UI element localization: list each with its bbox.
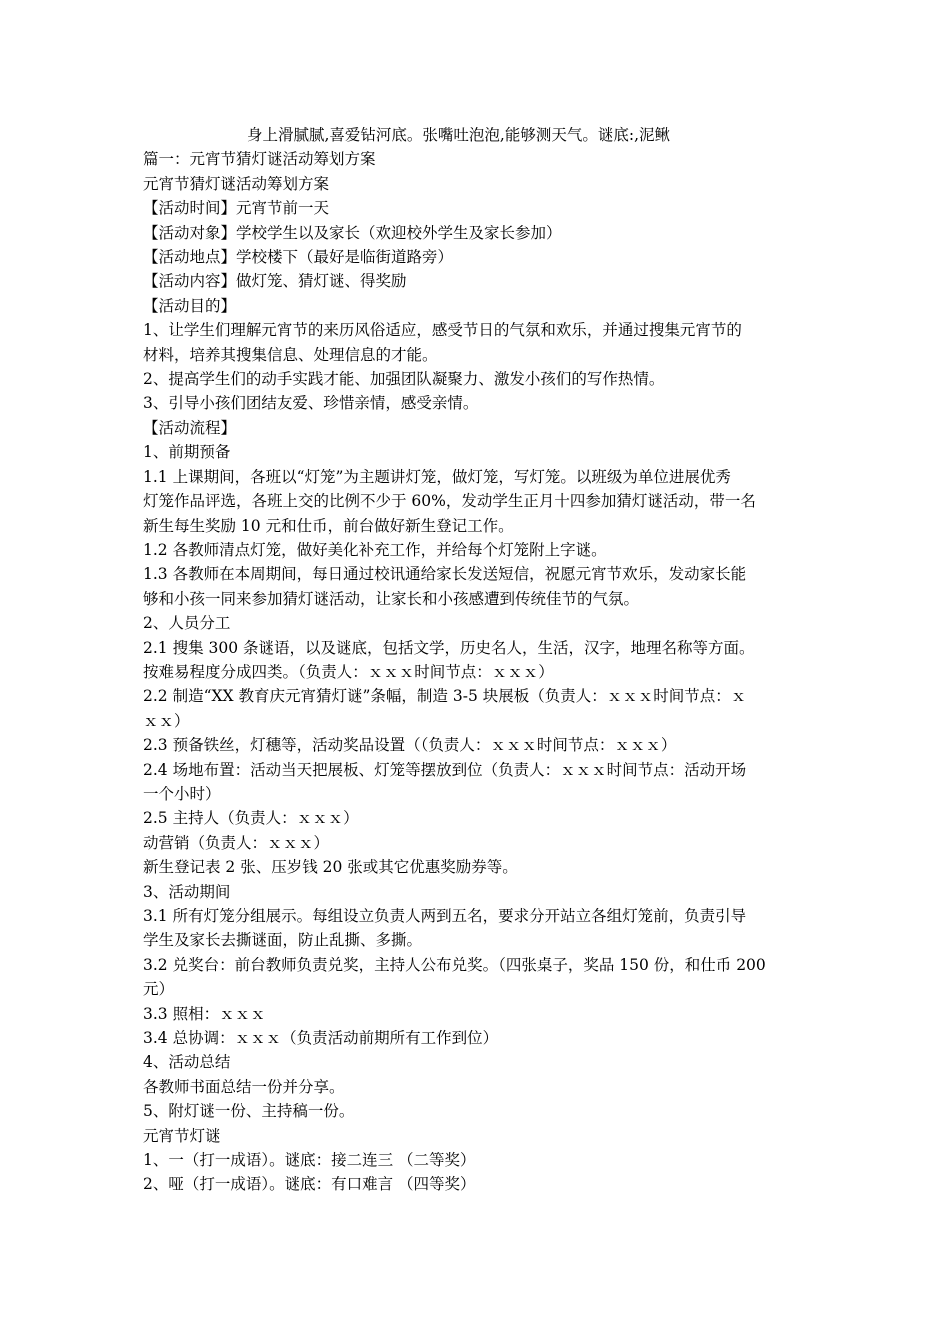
- flow-item-materials: 新生登记表 2 张、压岁钱 20 张或其它优惠奖励券等。: [143, 858, 518, 877]
- flow-item-1-2: 1.2 各教师清点灯笼，做好美化补充工作，并给每个灯笼附上字谜。: [143, 540, 607, 559]
- flow-item-3-2-cont: 元）: [143, 980, 175, 999]
- flow-item-1-1-cont2: 新生每生奖励 10 元和仕币，前台做好新生登记工作。: [143, 516, 514, 535]
- flow-item-2-1: 2.1 搜集 300 条谜语，以及谜底，包括文学，历史名人，生活，汉字，地理名称等方面。: [143, 638, 755, 657]
- flow-item-summary: 各教师书面总结一份并分享。: [143, 1077, 345, 1096]
- flow-item-3-4: 3.4 总协调：ｘｘｘ（负责活动前期所有工作到位）: [143, 1029, 499, 1048]
- article-heading: 篇一：元宵节猜灯谜活动筹划方案: [143, 150, 376, 169]
- activity-time: 【活动时间】元宵节前一天: [143, 199, 330, 218]
- flow-item-2-4: 2.4 场地布置：活动当天把展板、灯笼等摆放到位（负责人：ｘｘｘ时间节点：活动开场: [143, 760, 747, 779]
- document-body: [143, 123, 813, 1197]
- purpose-item-2: 2、提高学生们的动手实践才能、加强团队凝聚力、激发小孩们的写作热情。: [143, 370, 665, 389]
- flow-item-2-5: 2.5 主持人（负责人：ｘｘｘ）: [143, 809, 359, 828]
- activity-target: 【活动对象】学校学生以及家长（欢迎校外学生及家长参加）: [143, 223, 562, 242]
- flow-section-5: 5、附灯谜一份、主持稿一份。: [143, 1102, 355, 1121]
- flow-item-1-3: 1.3 各教师在本周期间，每日通过校讯通给家长发送短信，祝愿元宵节欢乐，发动家长能: [143, 565, 747, 584]
- activity-purpose-heading: 【活动目的】: [143, 296, 237, 315]
- flow-section-3: 3、活动期间: [143, 882, 231, 901]
- activity-location: 【活动地点】学校楼下（最好是临街道路旁）: [143, 248, 454, 267]
- flow-item-3-1: 3.1 所有灯笼分组展示。每组设立负责人两到五名，要求分开站立各组灯笼前，负责引导: [143, 907, 747, 925]
- flow-item-3-3: 3.3 照相：ｘｘｘ: [143, 1004, 266, 1023]
- riddles-heading: 元宵节灯谜: [143, 1126, 221, 1145]
- purpose-item-1: 1、让学生们理解元宵节的来历风俗适应，感受节日的气氛和欢乐，并通过搜集元宵节的: [143, 321, 742, 340]
- plan-title: 元宵节猜灯谜活动筹划方案: [143, 174, 330, 193]
- riddle-intro-line: 身上滑腻腻,喜爱钻河底。张嘴吐泡泡,能够测天气。谜底:,泥鳅: [247, 126, 671, 144]
- flow-item-1-1: 1.1 上课期间，各班以“灯笼”为主题讲灯笼，做灯笼，写灯笼。以班级为单位进展优秀: [143, 467, 731, 486]
- flow-item-2-1-cont: 按难易程度分成四类。（负责人：ｘｘｘ时间节点：ｘｘｘ）: [143, 662, 554, 681]
- riddle-item-2: 2、哑（打一成语）。谜底：有口难言 （四等奖）: [143, 1175, 476, 1194]
- flow-item-3-1-cont: 学生及家长去撕谜面，防止乱撕、多撕。: [143, 931, 423, 950]
- flow-item-marketing: 动营销（负责人：ｘｘｘ）: [143, 833, 330, 852]
- flow-item-2-3: 2.3 预备铁丝，灯穗等，活动奖品设置（（负责人：ｘｘｘ时间节点：ｘｘｘ）: [143, 736, 677, 755]
- flow-item-1-1-cont: 灯笼作品评选，各班上交的比例不少于 60%，发动学生正月十四参加猜灯谜活动，带一名: [143, 492, 756, 511]
- purpose-item-1-cont: 材料，培养其搜集信息、处理信息的才能。: [143, 345, 438, 364]
- purpose-item-3: 3、引导小孩们团结友爱、珍惜亲情，感受亲情。: [143, 394, 479, 413]
- flow-item-2-4-cont: 一个小时）: [143, 784, 221, 803]
- flow-item-3-2: 3.2 兑奖台：前台教师负责兑奖，主持人公布兑奖。（四张桌子，奖品 150 份，和仕币 200: [143, 955, 766, 974]
- flow-section-2: 2、人员分工: [143, 614, 231, 633]
- activity-flow-heading: 【活动流程】: [143, 418, 237, 437]
- flow-item-2-2: 2.2 制造“XX 教育庆元宵猜灯谜”条幅，制造 3-5 块展板（负责人：ｘｘｘ时间节点：ｘ: [143, 687, 747, 706]
- activity-content: 【活动内容】做灯笼、猜灯谜、得奖励: [143, 272, 407, 291]
- flow-section-1: 1、前期预备: [143, 443, 231, 462]
- flow-item-1-3-cont: 够和小孩一同来参加猜灯谜活动，让家长和小孩感遭到传统佳节的气氛。: [143, 589, 640, 608]
- flow-section-4: 4、活动总结: [143, 1053, 231, 1072]
- flow-item-2-2-cont: ｘｘ）: [143, 711, 190, 730]
- riddle-item-1: 1、一（打一成语）。谜底：接二连三 （二等奖）: [143, 1151, 476, 1170]
